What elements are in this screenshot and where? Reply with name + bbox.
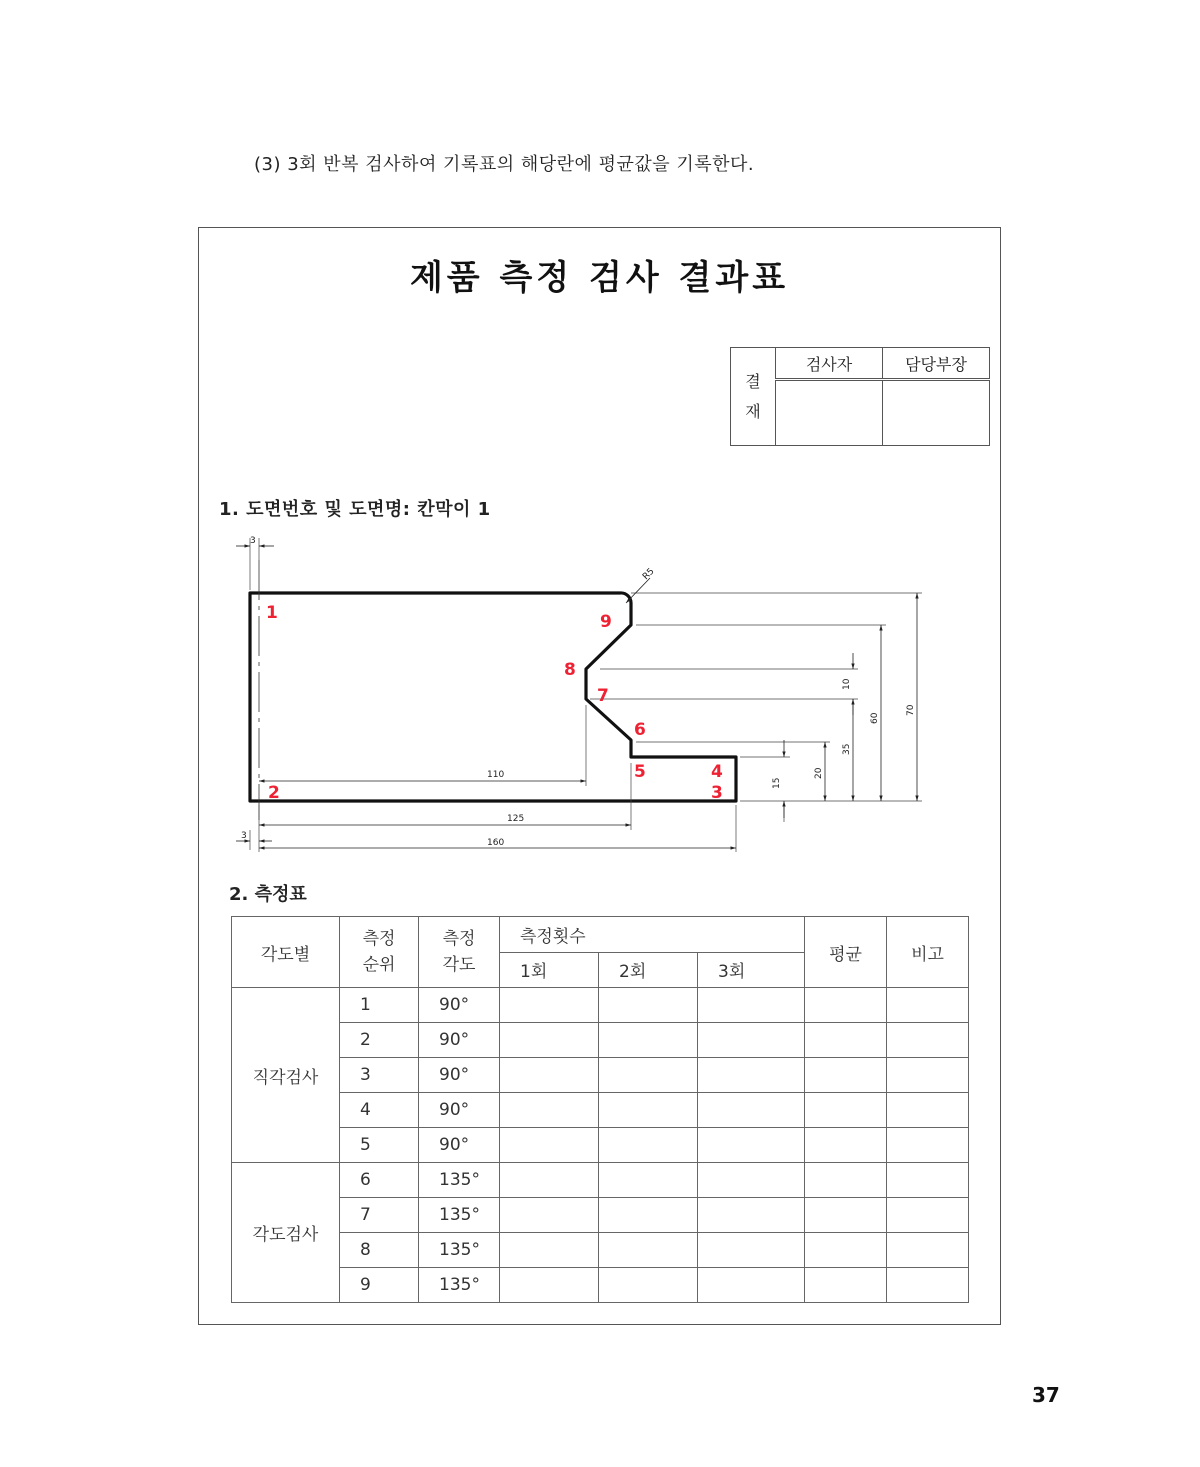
header-run-1: 1회 bbox=[500, 952, 599, 988]
order-cell: 5 bbox=[340, 1128, 419, 1163]
run1-cell[interactable] bbox=[500, 1093, 599, 1128]
run2-cell[interactable] bbox=[599, 1268, 698, 1303]
table-row bbox=[232, 1058, 969, 1093]
order-cell: 1 bbox=[340, 988, 419, 1023]
point-label-3: 3 bbox=[711, 783, 723, 803]
dim-3-bottom: 3 bbox=[241, 831, 247, 841]
run3-cell[interactable] bbox=[698, 988, 805, 1023]
order-cell: 8 bbox=[340, 1233, 419, 1268]
group-angle: 각도검사 bbox=[232, 1163, 340, 1303]
run2-cell[interactable] bbox=[599, 1233, 698, 1268]
remarks-cell[interactable] bbox=[887, 1268, 969, 1303]
average-cell[interactable] bbox=[805, 1093, 887, 1128]
dim-10: 10 bbox=[842, 678, 852, 690]
header-order bbox=[340, 917, 419, 988]
average-cell[interactable] bbox=[805, 1233, 887, 1268]
header-average: 평균 bbox=[805, 917, 887, 988]
header-run-3: 3회 bbox=[698, 952, 805, 988]
remarks-cell[interactable] bbox=[887, 1233, 969, 1268]
table-row bbox=[232, 1128, 969, 1163]
angle-cell: 90° bbox=[419, 988, 500, 1023]
run3-cell[interactable] bbox=[698, 1163, 805, 1198]
remarks-cell[interactable] bbox=[887, 1163, 969, 1198]
run2-cell[interactable] bbox=[599, 988, 698, 1023]
approval-char-2: 재 bbox=[745, 401, 761, 421]
header-remarks: 비고 bbox=[887, 917, 969, 988]
angle-cell: 90° bbox=[419, 1128, 500, 1163]
table-row bbox=[232, 1198, 969, 1233]
point-label-5: 5 bbox=[634, 762, 646, 782]
section-table-title: 2. 측정표 bbox=[229, 884, 307, 905]
header-order-line1: 측정 bbox=[362, 929, 396, 949]
report-title: 제품 측정 검사 결과표 bbox=[409, 258, 790, 298]
average-cell[interactable] bbox=[805, 1128, 887, 1163]
average-cell[interactable] bbox=[805, 1163, 887, 1198]
remarks-cell[interactable] bbox=[887, 1023, 969, 1058]
run2-cell[interactable] bbox=[599, 1093, 698, 1128]
dim-15: 15 bbox=[772, 777, 782, 789]
point-label-4: 4 bbox=[711, 762, 723, 782]
point-label-6: 6 bbox=[634, 720, 646, 740]
order-cell: 2 bbox=[340, 1023, 419, 1058]
remarks-cell[interactable] bbox=[887, 1128, 969, 1163]
angle-cell: 135° bbox=[419, 1163, 500, 1198]
table-row bbox=[232, 1093, 969, 1128]
remarks-cell[interactable] bbox=[887, 988, 969, 1023]
run1-cell[interactable] bbox=[500, 1058, 599, 1093]
run1-cell[interactable] bbox=[500, 1128, 599, 1163]
header-angle bbox=[419, 917, 500, 988]
angle-cell: 135° bbox=[419, 1233, 500, 1268]
point-label-9: 9 bbox=[600, 612, 612, 632]
dim-20: 20 bbox=[814, 767, 824, 779]
header-category: 각도별 bbox=[232, 917, 340, 988]
inspector-header: 검사자 bbox=[776, 348, 883, 380]
dim-60: 60 bbox=[870, 712, 880, 724]
dim-70: 70 bbox=[906, 704, 916, 716]
point-label-7: 7 bbox=[597, 686, 609, 706]
run2-cell[interactable] bbox=[599, 1023, 698, 1058]
point-label-2: 2 bbox=[268, 783, 280, 803]
run2-cell[interactable] bbox=[599, 1163, 698, 1198]
dimension-lines bbox=[236, 546, 917, 848]
angle-cell: 90° bbox=[419, 1093, 500, 1128]
header-order-line2: 순위 bbox=[362, 955, 396, 975]
order-cell: 6 bbox=[340, 1163, 419, 1198]
table-row bbox=[232, 988, 969, 1023]
dim-r5: R5 bbox=[641, 566, 657, 583]
order-cell: 3 bbox=[340, 1058, 419, 1093]
approval-char-1: 결 bbox=[745, 371, 761, 391]
run3-cell[interactable] bbox=[698, 1233, 805, 1268]
header-angle-line1: 측정 bbox=[442, 929, 476, 949]
order-cell: 9 bbox=[340, 1268, 419, 1303]
average-cell[interactable] bbox=[805, 1023, 887, 1058]
group-right-angle: 직각검사 bbox=[232, 988, 340, 1163]
run3-cell[interactable] bbox=[698, 1268, 805, 1303]
dim-125: 125 bbox=[507, 814, 525, 824]
dim-3-top: 3 bbox=[250, 536, 256, 546]
header-count: 측정횟수 bbox=[500, 917, 805, 953]
angle-cell: 90° bbox=[419, 1058, 500, 1093]
table-row bbox=[232, 1233, 969, 1268]
average-cell[interactable] bbox=[805, 1268, 887, 1303]
run2-cell[interactable] bbox=[599, 1128, 698, 1163]
order-cell: 4 bbox=[340, 1093, 419, 1128]
run1-cell[interactable] bbox=[500, 988, 599, 1023]
run1-cell[interactable] bbox=[500, 1198, 599, 1233]
run3-cell[interactable] bbox=[698, 1198, 805, 1233]
dim-110: 110 bbox=[487, 770, 505, 780]
intro-instruction: (3) 3회 반복 검사하여 기록표의 해당란에 평균값을 기록한다. bbox=[254, 154, 755, 175]
dim-35: 35 bbox=[842, 743, 852, 755]
run3-cell[interactable] bbox=[698, 1128, 805, 1163]
run1-cell[interactable] bbox=[500, 1268, 599, 1303]
remarks-cell[interactable] bbox=[887, 1093, 969, 1128]
run2-cell[interactable] bbox=[599, 1058, 698, 1093]
section-drawing-title: 1. 도면번호 및 도면명: 칸막이 1 bbox=[219, 499, 491, 520]
average-cell[interactable] bbox=[805, 1058, 887, 1093]
remarks-cell[interactable] bbox=[887, 1058, 969, 1093]
table-row bbox=[232, 1163, 969, 1198]
average-cell[interactable] bbox=[805, 988, 887, 1023]
table-row bbox=[232, 1023, 969, 1058]
run3-cell[interactable] bbox=[698, 1093, 805, 1128]
point-label-1: 1 bbox=[266, 603, 278, 623]
run2-cell[interactable] bbox=[599, 1198, 698, 1233]
remarks-cell[interactable] bbox=[887, 1198, 969, 1233]
angle-cell: 135° bbox=[419, 1268, 500, 1303]
run3-cell[interactable] bbox=[698, 1023, 805, 1058]
run3-cell[interactable] bbox=[698, 1058, 805, 1093]
angle-cell: 135° bbox=[419, 1198, 500, 1233]
point-label-8: 8 bbox=[564, 660, 576, 680]
manager-header: 담당부장 bbox=[883, 348, 990, 380]
measurement-table bbox=[231, 916, 969, 1303]
average-cell[interactable] bbox=[805, 1198, 887, 1233]
dim-160: 160 bbox=[487, 838, 505, 848]
header-angle-line2: 각도 bbox=[442, 955, 476, 975]
run1-cell[interactable] bbox=[500, 1163, 599, 1198]
order-cell: 7 bbox=[340, 1198, 419, 1233]
angle-cell: 90° bbox=[419, 1023, 500, 1058]
run1-cell[interactable] bbox=[500, 1233, 599, 1268]
run1-cell[interactable] bbox=[500, 1023, 599, 1058]
table-row bbox=[232, 1268, 969, 1303]
page-number: 37 bbox=[1032, 1383, 1060, 1407]
header-run-2: 2회 bbox=[599, 952, 698, 988]
